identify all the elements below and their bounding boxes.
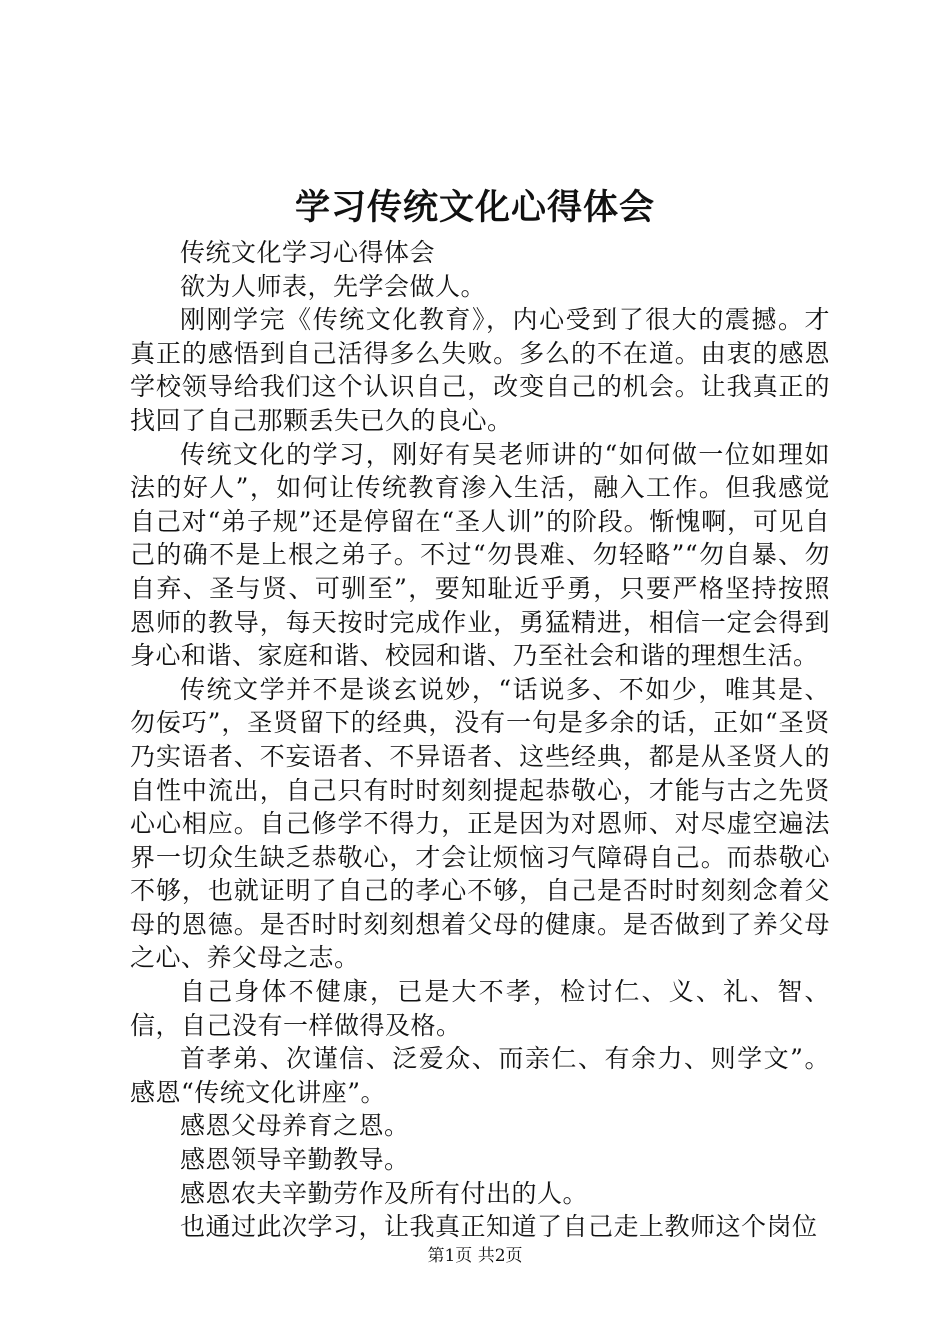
document-title: 学习传统文化心得体会 [294, 187, 655, 228]
paragraph: 也通过此次学习，让我真正知道了自己走上教师这个岗位 [180, 1212, 818, 1242]
paragraph: 感恩领导辛勤教导。 [180, 1145, 410, 1175]
paragraph: 传统文学并不是谈玄说妙，“话说多、不如少，唯其是、勿佞巧”，圣贤留下的经典，没有一句是多余的话，正如“圣贤乃实语者、不妄语者、不异语者、这些经典，都是从圣贤人的自性中流出，自己只有时时刻刻提起恭敬心，才能与古之先贤心心相应。自己修学不得力，正是因为对恩师、对尽虚空遍法界一切众生缺乏恭敬心，才会让烦恼习气障碍自己。而恭敬心不够，也就证明了自己的孝心不够，自己是否时时刻刻念着父母的恩德。是否时时刻刻想着父母的健康。是否做到了养父母之心、养父母之志。 [130, 674, 830, 973]
paragraph: 欲为人师表，先学会做人。 [180, 271, 487, 301]
paragraph: 首孝弟、次谨信、泛爱众、而亲仁、有余力、则学文”。感恩“传统文化讲座”。 [130, 1044, 830, 1107]
paragraph: 自己身体不健康，已是大不孝，检讨仁、义、礼、智、信，自己没有一样做得及格。 [130, 977, 830, 1040]
paragraph: 感恩农夫辛勤劳作及所有付出的人。 [180, 1178, 589, 1208]
document-body [130, 236, 830, 1244]
paragraph: 刚刚学完《传统文化教育》，内心受到了很大的震撼。才真正的感悟到自己活得多么失败。多么的不在道。由衷的感恩学校领导给我们这个认识自己，改变自己的机会。让我真正的找回了自己那颗丢失已久的良心。 [130, 305, 830, 435]
page-number-footer: 第1页 共2页 [427, 1246, 523, 1266]
paragraph: 传统文化的学习，刚好有吴老师讲的“如何做一位如理如法的好人”，如何让传统教育渗入生活，融入工作。但我感觉自己对“弟子规”还是停留在“圣人训”的阶段。惭愧啊，可见自己的确不是上根之弟子。不过“勿畏难、勿轻略”“勿自暴、勿自弃、圣与贤、可驯至”，要知耻近乎勇，只要严格坚持按照恩师的教导，每天按时完成作业，勇猛精进，相信一定会得到身心和谐、家庭和谐、校园和谐、乃至社会和谐的理想生活。 [130, 439, 830, 671]
paragraph: 感恩父母养育之恩。 [180, 1111, 410, 1141]
paragraph-subtitle: 传统文化学习心得体会 [180, 238, 436, 267]
